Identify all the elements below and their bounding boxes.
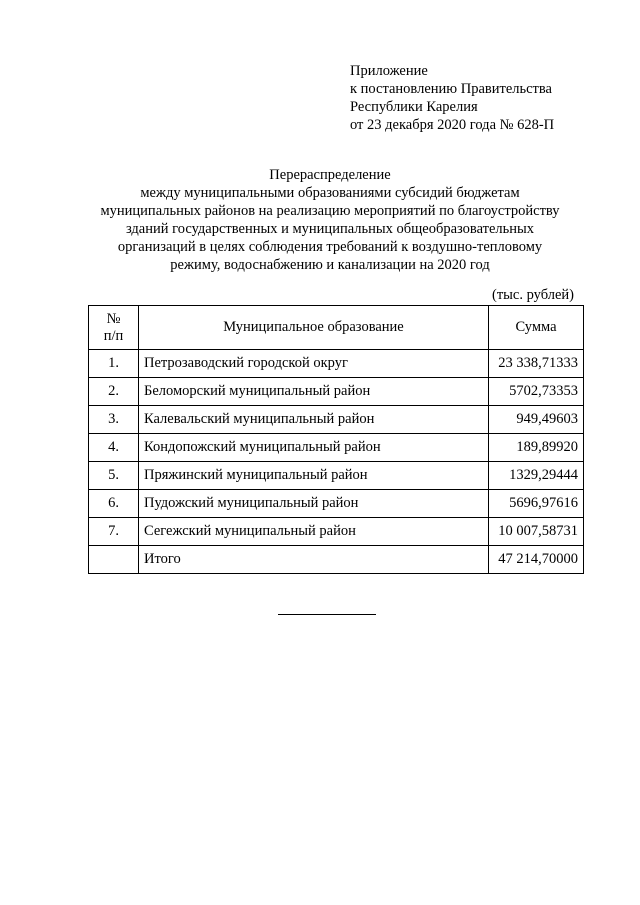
row-num: 6. — [89, 490, 139, 518]
row-num: 7. — [89, 518, 139, 546]
table-row — [89, 350, 584, 378]
table-row — [89, 378, 584, 406]
table-total-row — [89, 546, 584, 574]
row-municipality: Пряжинский муниципальный район — [139, 462, 489, 490]
table-row — [89, 518, 584, 546]
row-municipality: Калевальский муниципальный район — [139, 406, 489, 434]
row-num: 5. — [89, 462, 139, 490]
header-num — [89, 306, 139, 350]
document-title — [60, 166, 600, 274]
header-sum: Сумма — [489, 306, 584, 350]
row-sum: 1329,29444 — [489, 462, 584, 490]
title-line: режиму, водоснабжению и канализации на 2020 год — [170, 257, 490, 273]
title-line: зданий государственных и муниципальных общеобразовательных — [125, 221, 535, 237]
appendix-line: от 23 декабря 2020 года № 628-П — [350, 117, 555, 133]
table-row — [89, 490, 584, 518]
table-row — [89, 406, 584, 434]
header-municipality: Муниципальное образование — [139, 306, 489, 350]
row-num: 1. — [89, 350, 139, 378]
row-sum: 5696,97616 — [489, 490, 584, 518]
row-sum: 949,49603 — [489, 406, 584, 434]
row-municipality: Беломорский муниципальный район — [139, 378, 489, 406]
row-municipality: Пудожский муниципальный район — [139, 490, 489, 518]
title-line: муниципальных районов на реализацию мероприятий по благоустройству — [100, 203, 560, 219]
closing-line-divider — [278, 614, 376, 615]
appendix-block — [350, 62, 554, 134]
unit-note: (тыс. рублей) — [492, 287, 574, 303]
row-sum: 23 338,71333 — [489, 350, 584, 378]
row-municipality: Кондопожский муниципальный район — [139, 434, 489, 462]
row-municipality: Петрозаводский городской округ — [139, 350, 489, 378]
table-header-row — [89, 306, 584, 350]
header-num-line1: № — [106, 310, 121, 327]
row-num: 3. — [89, 406, 139, 434]
total-sum: 47 214,70000 — [489, 546, 584, 574]
row-sum: 5702,73353 — [489, 378, 584, 406]
row-sum: 10 007,58731 — [489, 518, 584, 546]
appendix-line: Приложение — [350, 63, 428, 79]
row-sum: 189,89920 — [489, 434, 584, 462]
row-municipality: Сегежский муниципальный район — [139, 518, 489, 546]
header-num-line2: п/п — [103, 327, 124, 344]
table-row — [89, 462, 584, 490]
appendix-line: Республики Карелия — [350, 99, 478, 115]
row-num: 4. — [89, 434, 139, 462]
total-num — [89, 546, 139, 574]
table-row — [89, 434, 584, 462]
row-num: 2. — [89, 378, 139, 406]
appendix-line: к постановлению Правительства — [350, 81, 552, 97]
distribution-table — [88, 305, 584, 574]
title-line: между муниципальными образованиями субсидий бюджетам — [140, 185, 520, 201]
title-line: организаций в целях соблюдения требований к воздушно-тепловому — [117, 239, 543, 255]
title-line: Перераспределение — [269, 167, 391, 183]
total-label: Итого — [139, 546, 489, 574]
